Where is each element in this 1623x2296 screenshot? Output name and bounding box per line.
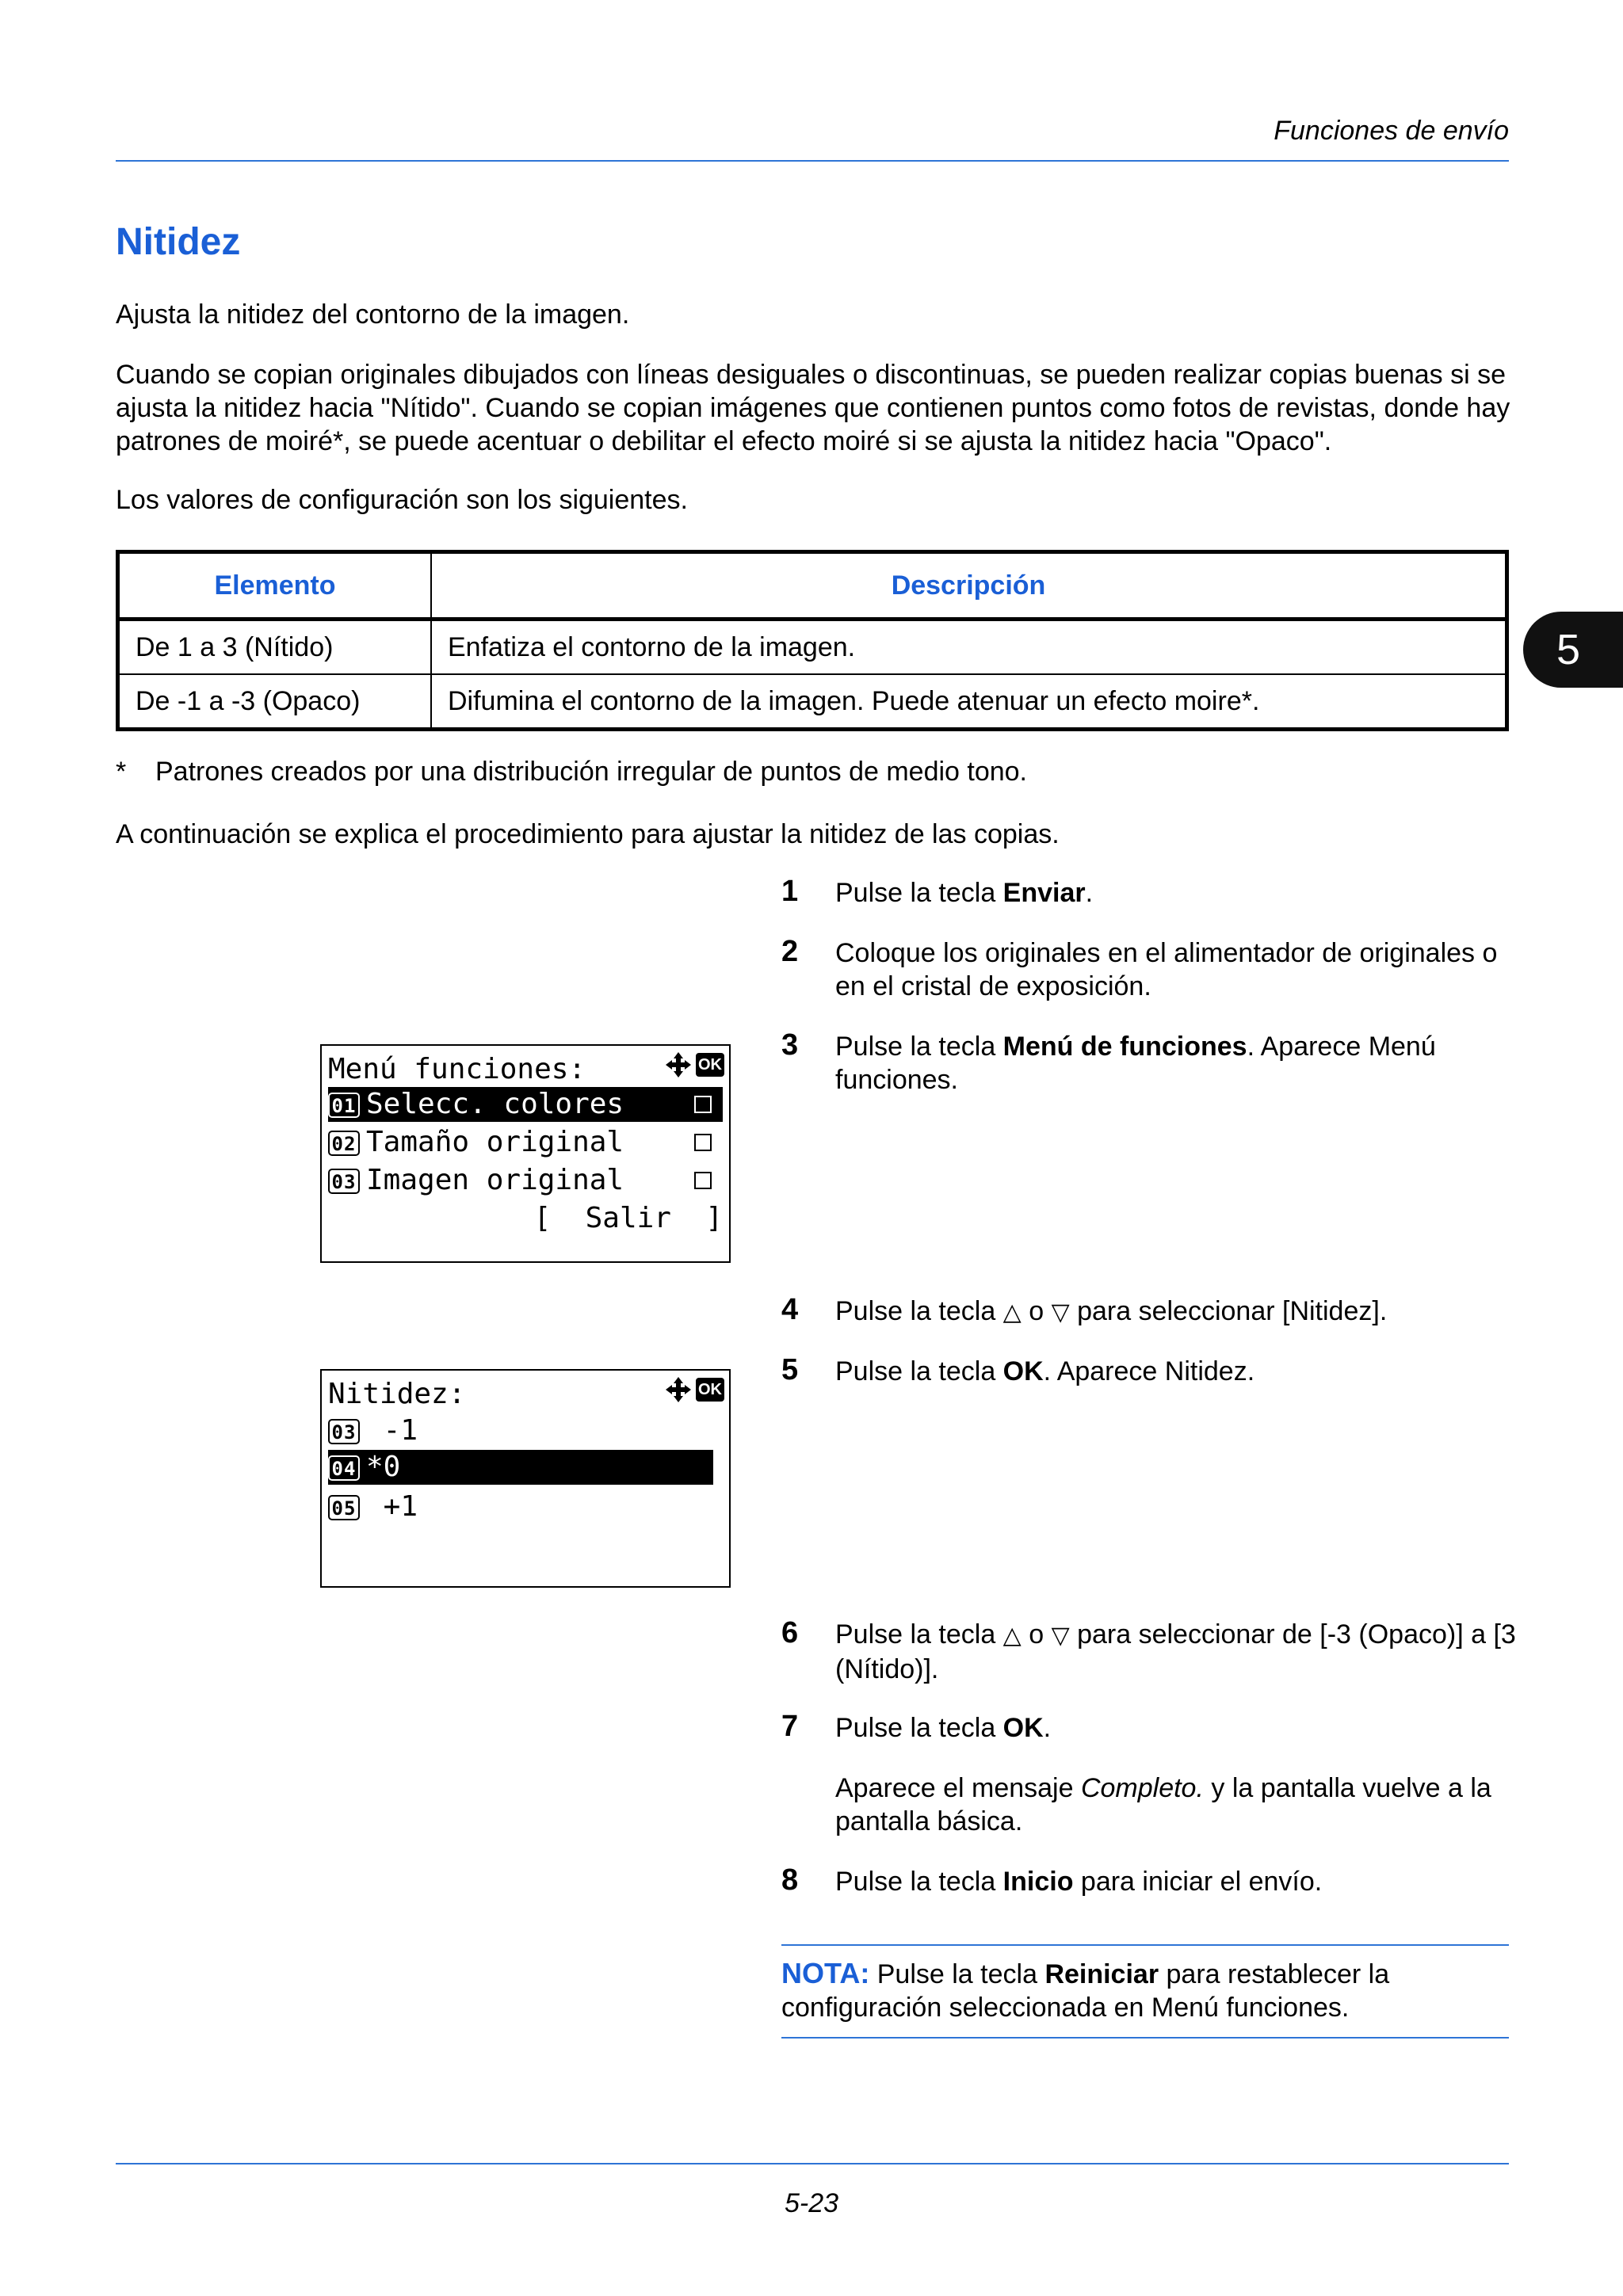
key-name: Enviar [1002, 878, 1086, 908]
lcd-nitidez-screen [320, 1369, 731, 1588]
step-text: Coloque los originales en el alimentador de originales o en el cristal de exposición. [835, 938, 1498, 1001]
step-2 [781, 936, 1518, 1003]
key-name: Inicio [1002, 1867, 1074, 1897]
step-number: 3 [781, 1028, 799, 1062]
footnote-mark: * [116, 757, 127, 787]
table-cell: Difumina el contorno de la imagen. Puede atenuar un efecto moire*. [431, 674, 1507, 730]
intro-text: Ajusta la nitidez del contorno de la imagen. [116, 299, 630, 330]
step-4 [781, 1295, 1518, 1329]
description-paragraph: Cuando se copian originales dibujados con líneas desiguales o discontinuas, se pueden realizar copias buenas si se ajusta la nitidez hacia "Nítido". Cuando se copian imágenes que contienen puntos como fotos de revistas, donde hay patrones de moiré*, se puede acentuar o debilitar el efecto moiré si se ajusta la nitidez hacia "Opaco". [116, 360, 1510, 456]
lcd-item-label: Imagen original [366, 1164, 624, 1196]
page-number: 5-23 [784, 2188, 839, 2218]
up-arrow-icon: △ [1002, 1623, 1022, 1649]
lcd-item-label: *0 [366, 1451, 401, 1483]
header-rule [116, 160, 1509, 162]
lcd-item-label: -1 [366, 1414, 418, 1447]
step-number: 2 [781, 935, 799, 968]
lcd-option-selected [328, 1450, 713, 1485]
running-header: Funciones de envío [1274, 116, 1509, 146]
step-text: para iniciar el envío. [1073, 1867, 1323, 1897]
step-text: . [1043, 1713, 1052, 1743]
note-text: Pulse la tecla [869, 1959, 1045, 1989]
down-arrow-icon: ▽ [1051, 1299, 1070, 1325]
note-label: NOTA: [781, 1957, 870, 1989]
lcd-option [328, 1413, 723, 1448]
step-text: Pulse la tecla [835, 1713, 1003, 1743]
step-6 [781, 1618, 1518, 1686]
step-text: Pulse la tecla [835, 1296, 1003, 1326]
note-box [781, 1944, 1509, 2039]
step-text: para seleccionar de [-3 (Opaco)] a [3 (Nítido)]. [835, 1619, 1516, 1684]
step-number: 1 [781, 875, 799, 908]
table-header-row [118, 552, 1507, 620]
procedure-intro: A continuación se explica el procedimiento para ajustar la nitidez de las copias. [116, 819, 1060, 849]
lcd-item-label: Tamaño original [366, 1126, 624, 1158]
table-row [118, 674, 1507, 730]
message-text: Completo. [1080, 1773, 1204, 1803]
item-number-badge: 04 [328, 1455, 360, 1481]
item-number-badge: 02 [328, 1131, 360, 1156]
lcd-item-label: Selecc. colores [366, 1088, 624, 1120]
key-name: OK [1002, 1356, 1044, 1386]
item-number-badge: 03 [328, 1419, 360, 1444]
step-number: 8 [781, 1863, 799, 1897]
lcd-menu-item [328, 1125, 723, 1160]
key-name: OK [1002, 1713, 1044, 1743]
step-text: Pulse la tecla [835, 1867, 1003, 1897]
footnote-text: Patrones creados por una distribución irregular de puntos de medio tono. [155, 757, 1028, 787]
note-text: para restablecer la configuración seleccionada en Menú funciones. [781, 1959, 1390, 2023]
key-name: Reiniciar [1044, 1959, 1159, 1989]
step-text: Pulse la tecla [835, 1032, 1003, 1062]
checkbox-icon [694, 1134, 712, 1151]
item-number-badge: 05 [328, 1495, 360, 1520]
lcd-exit-option: [ Salir ] [533, 1202, 723, 1234]
step-text: Pulse la tecla [835, 1619, 1003, 1650]
step-text: para seleccionar [Nitidez]. [1069, 1296, 1388, 1326]
step-number: 5 [781, 1353, 799, 1386]
key-name: Menú de funciones [1002, 1032, 1247, 1062]
up-arrow-icon: △ [1002, 1299, 1022, 1325]
step-1 [781, 876, 1518, 910]
lcd-item-label: +1 [366, 1490, 418, 1523]
lcd-title: Nitidez: [328, 1378, 466, 1410]
step-text: o [1021, 1296, 1052, 1326]
step-text: . [1085, 878, 1094, 908]
settings-table [116, 550, 1509, 731]
step-3 [781, 1030, 1518, 1097]
checkbox-icon [694, 1096, 712, 1113]
footer-rule [116, 2163, 1509, 2164]
page-title: Nitidez [116, 221, 241, 263]
table-header: Elemento [118, 552, 432, 620]
step-number: 7 [781, 1710, 799, 1743]
step-number: 4 [781, 1293, 799, 1326]
step-5 [781, 1355, 1518, 1388]
lcd-nav-indicator [664, 1375, 724, 1404]
lcd-menu-item-selected [328, 1087, 723, 1122]
step-7 [781, 1711, 1518, 1745]
table-cell: De 1 a 3 (Nítido) [118, 620, 432, 675]
lcd-menu-screen [320, 1044, 731, 1263]
step-text: . Aparece Menú funciones. [835, 1032, 1436, 1095]
step-text: y la pantalla vuelve a la pantalla básica. [835, 1773, 1491, 1836]
step-text: Pulse la tecla [835, 878, 1003, 908]
lcd-menu-item [328, 1163, 723, 1198]
four-way-arrow-icon [664, 1375, 693, 1404]
checkbox-icon [694, 1172, 712, 1189]
item-number-badge: 01 [328, 1093, 360, 1118]
step-7-detail [781, 1772, 1518, 1838]
step-text: o [1021, 1619, 1052, 1650]
item-number-badge: 03 [328, 1169, 360, 1194]
table-cell: Enfatiza el contorno de la imagen. [431, 620, 1507, 675]
footnote [116, 757, 1027, 788]
ok-icon: OK [696, 1053, 724, 1077]
lcd-title: Menú funciones: [328, 1053, 586, 1085]
step-text: Pulse la tecla [835, 1356, 1003, 1386]
table-row [118, 620, 1507, 675]
settings-intro: Los valores de configuración son los siguientes. [116, 485, 688, 515]
ok-icon: OK [696, 1378, 724, 1402]
chapter-tab: 5 [1523, 612, 1623, 688]
down-arrow-icon: ▽ [1051, 1623, 1070, 1649]
four-way-arrow-icon [664, 1051, 693, 1079]
step-text: Aparece el mensaje [835, 1773, 1081, 1803]
step-number: 6 [781, 1616, 799, 1650]
step-text: . Aparece Nitidez. [1043, 1356, 1255, 1386]
lcd-nav-indicator [664, 1051, 724, 1079]
lcd-option [328, 1489, 723, 1524]
table-cell: De -1 a -3 (Opaco) [118, 674, 432, 730]
table-header: Descripción [431, 552, 1507, 620]
step-8 [781, 1865, 1518, 1898]
